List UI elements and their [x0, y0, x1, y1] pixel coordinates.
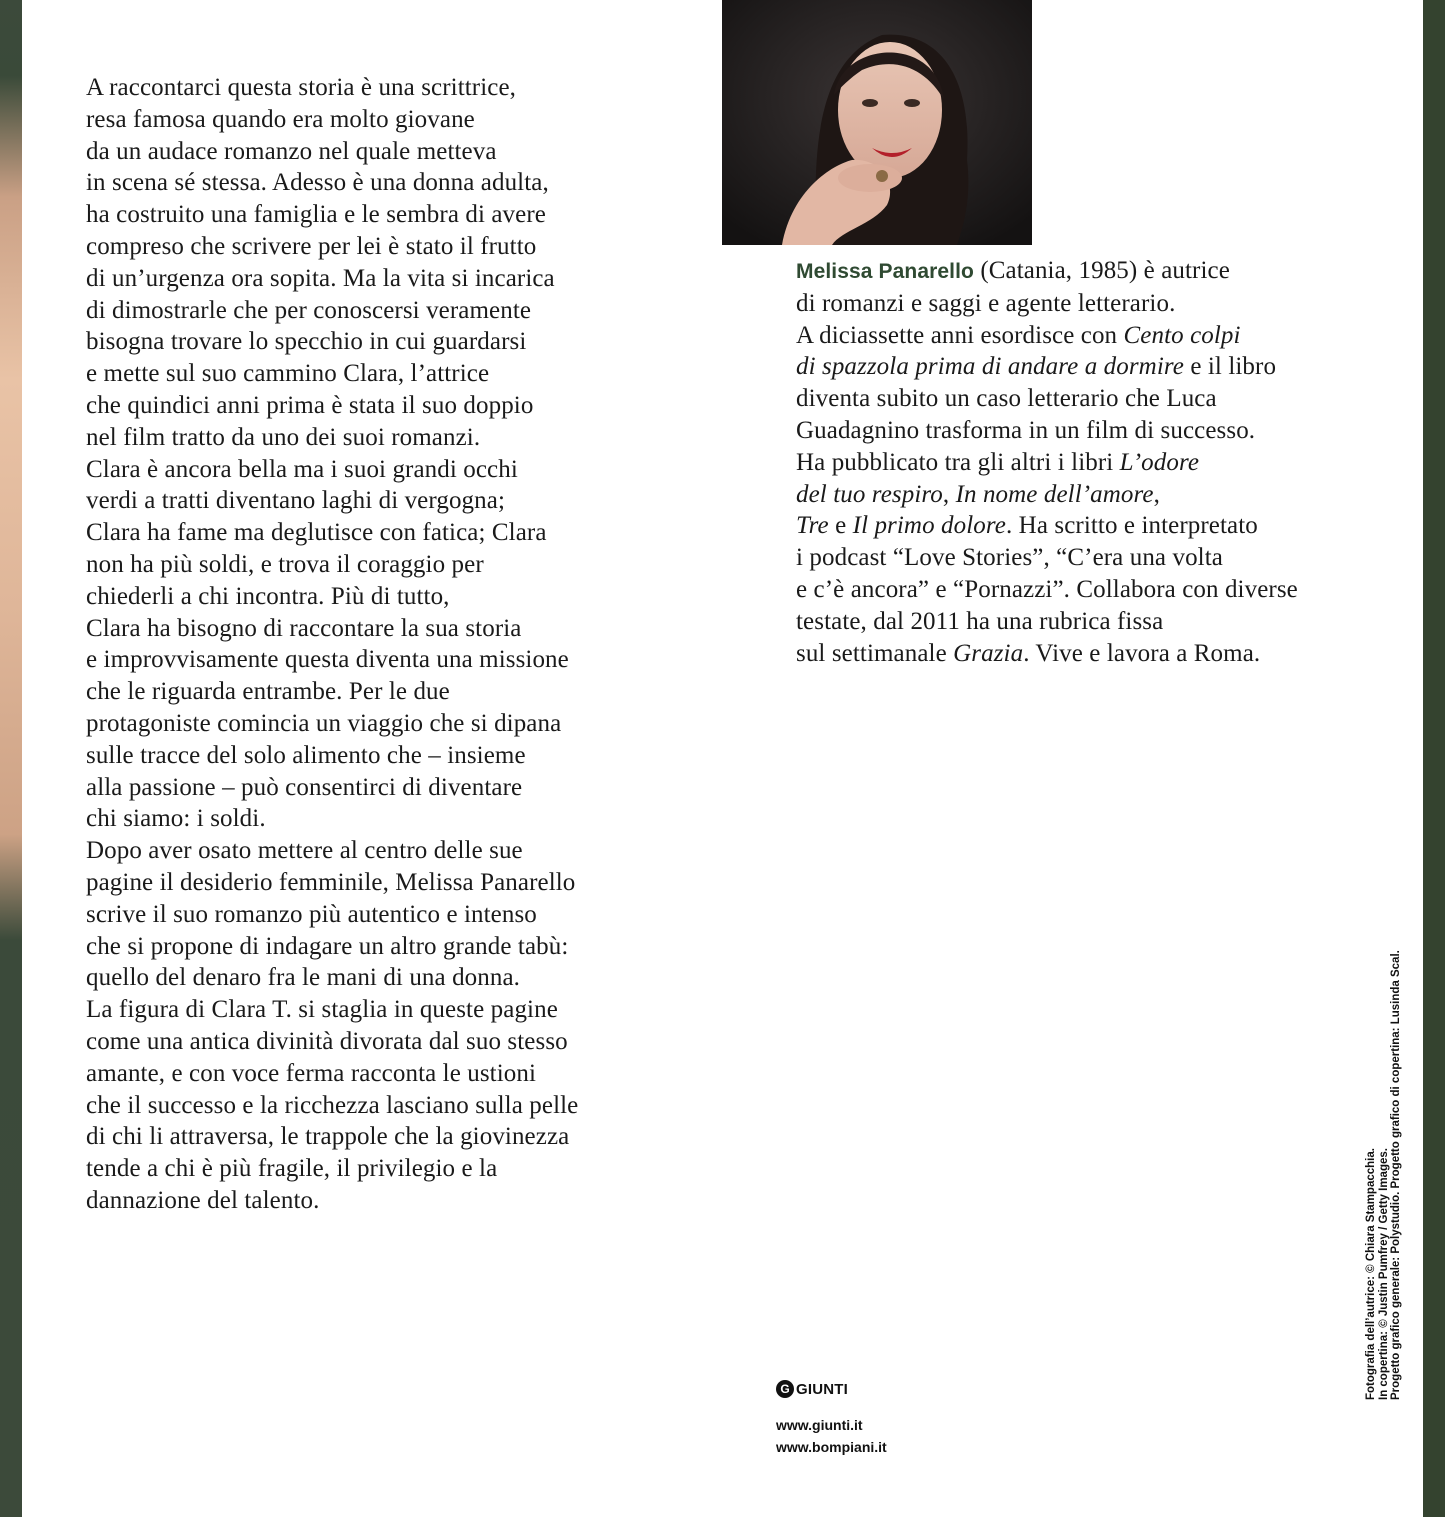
synopsis-line: Dopo aver osato mettere al centro delle sue — [86, 837, 523, 865]
bio-line — [796, 638, 1356, 670]
synopsis-line: nel film tratto da uno dei suoi romanzi. — [86, 423, 481, 451]
author-bio — [796, 255, 1356, 669]
credit-cover: In copertina: © Justin Pumfrey / Getty Images. — [1377, 1148, 1390, 1400]
synopsis-line: non ha più soldi, e trova il coraggio per — [86, 550, 484, 578]
bio-text: (Catania, 1985) è autrice — [973, 257, 1230, 284]
bio-line: e c’è ancora” e “Pornazzi”. Collabora con diverse — [796, 575, 1298, 603]
bio-line: di romanzi e saggi e agente letterario. — [796, 289, 1176, 317]
publisher-block — [776, 1378, 887, 1458]
synopsis-line: sulle tracce del solo alimento che – insieme — [86, 741, 526, 769]
synopsis-line: da un audace romanzo nel quale metteva — [86, 137, 497, 165]
author-name: Melissa Panarello — [796, 260, 974, 283]
bio-line — [796, 510, 1356, 542]
synopsis-line: resa famosa quando era molto giovane — [86, 105, 475, 133]
bio-line: diventa subito un caso letterario che Luca — [796, 385, 1217, 413]
synopsis-line: La figura di Clara T. si staglia in queste pagine — [86, 996, 558, 1024]
synopsis-line: scrive il suo romanzo più autentico e intenso — [86, 900, 537, 928]
synopsis-line: che quindici anni prima è stata il suo doppio — [86, 391, 534, 419]
credits-rotated-text — [1365, 950, 1403, 1400]
bio-line — [796, 351, 1356, 383]
bio-line — [796, 255, 1356, 288]
book-title: Il primo dolore — [852, 512, 1006, 540]
magazine-title: Grazia — [953, 639, 1024, 667]
bio-text: e il libro — [1183, 353, 1277, 381]
bio-text: sul settimanale — [796, 639, 954, 667]
publisher-urls — [776, 1414, 887, 1458]
bio-line: Guadagnino trasforma in un film di successo. — [796, 416, 1256, 444]
synopsis-line: Clara ha fame ma deglutisce con fatica; Clara — [86, 519, 547, 547]
book-title: di spazzola prima di andare a dormire — [796, 353, 1184, 381]
book-title: del tuo respiro — [796, 480, 943, 508]
synopsis-text — [86, 72, 646, 1217]
cover-edge-left — [0, 0, 22, 1517]
bio-line — [796, 447, 1356, 479]
bio-text: , — [942, 480, 956, 508]
synopsis-line: che il successo e la ricchezza lasciano sulla pelle — [86, 1091, 579, 1119]
bio-line: i podcast “Love Stories”, “C’era una volta — [796, 544, 1223, 572]
synopsis-line: compreso che scrivere per lei è stato il frutto — [86, 232, 537, 260]
synopsis-line: dannazione del talento. — [86, 1186, 320, 1214]
synopsis-line: come una antica divinità divorata dal suo stesso — [86, 1027, 568, 1055]
cover-edge-right — [1423, 0, 1445, 1517]
bio-line — [796, 320, 1356, 352]
synopsis-line: alla passione – può consentirci di diventare — [86, 773, 523, 801]
synopsis-line: che si propone di indagare un altro grande tabù: — [86, 932, 569, 960]
synopsis-line: di chi li attraversa, le trappole che la giovinezza — [86, 1123, 570, 1151]
synopsis-line: amante, e con voce ferma racconta le ustioni — [86, 1059, 537, 1087]
book-title: L’odore — [1119, 448, 1200, 476]
bio-text: , — [1153, 480, 1160, 508]
synopsis-line: e mette sul suo cammino Clara, l’attrice — [86, 360, 490, 388]
bio-text: . Vive e lavora a Roma. — [1023, 639, 1261, 667]
credit-photo: Fotografia dell’autrice: © Chiara Stampacchia. — [1365, 1148, 1377, 1400]
bio-text: . Ha scritto e interpretato — [1005, 512, 1258, 540]
author-photo — [722, 0, 1032, 245]
synopsis-line: chiederli a chi incontra. Più di tutto, — [86, 582, 450, 610]
synopsis-line: che le riguarda entrambe. Per le due — [86, 678, 450, 706]
synopsis-line: A raccontarci questa storia è una scrittrice, — [86, 74, 517, 101]
book-title: Tre — [796, 512, 829, 540]
synopsis-line: di un’urgenza ora sopita. Ma la vita si incarica — [86, 264, 555, 292]
synopsis-line: bisogna trovare lo specchio in cui guardarsi — [86, 328, 527, 356]
bio-text: Ha pubblicato tra gli altri i libri — [796, 448, 1120, 476]
author-portrait-image — [722, 0, 1032, 245]
book-title: Cento colpi — [1123, 321, 1241, 349]
bio-line — [796, 479, 1356, 511]
giunti-logo-icon: G — [776, 1380, 794, 1398]
synopsis-line: tende a chi è più fragile, il privilegio e la — [86, 1155, 498, 1183]
bio-text: A diciassette anni esordisce con — [796, 321, 1124, 349]
synopsis-line: verdi a tratti diventano laghi di vergogna; — [86, 487, 505, 515]
book-title: In nome dell’amore — [955, 480, 1154, 508]
synopsis-line: pagine il desiderio femminile, Melissa Panarello — [86, 868, 576, 896]
synopsis-line: protagoniste comincia un viaggio che si dipana — [86, 709, 562, 737]
bio-line: testate, dal 2011 ha una rubrica fissa — [796, 607, 1164, 635]
synopsis-line: e improvvisamente questa diventa una missione — [86, 646, 569, 674]
publisher-url-giunti: www.giunti.it — [776, 1417, 863, 1433]
publisher-logo-text: GIUNTI — [796, 1380, 849, 1398]
synopsis-line: chi siamo: i soldi. — [86, 805, 266, 833]
synopsis-line: ha costruito una famiglia e le sembra di avere — [86, 201, 546, 229]
synopsis-line: quello del denaro fra le mani di una donna. — [86, 964, 521, 992]
synopsis-line: Clara ha bisogno di raccontare la sua storia — [86, 614, 522, 642]
synopsis-line: di dimostrarle che per conoscersi veramente — [86, 296, 532, 324]
bio-text: e — [828, 512, 853, 540]
publisher-logo — [776, 1378, 887, 1400]
publisher-url-bompiani: www.bompiani.it — [776, 1439, 887, 1455]
credit-design: Progetto grafico generale: Polystudio. Progetto grafico di copertina: Lusinda Scal. — [1390, 950, 1402, 1400]
synopsis-line: Clara è ancora bella ma i suoi grandi occhi — [86, 455, 518, 483]
synopsis-line: in scena sé stessa. Adesso è una donna adulta, — [86, 169, 549, 197]
